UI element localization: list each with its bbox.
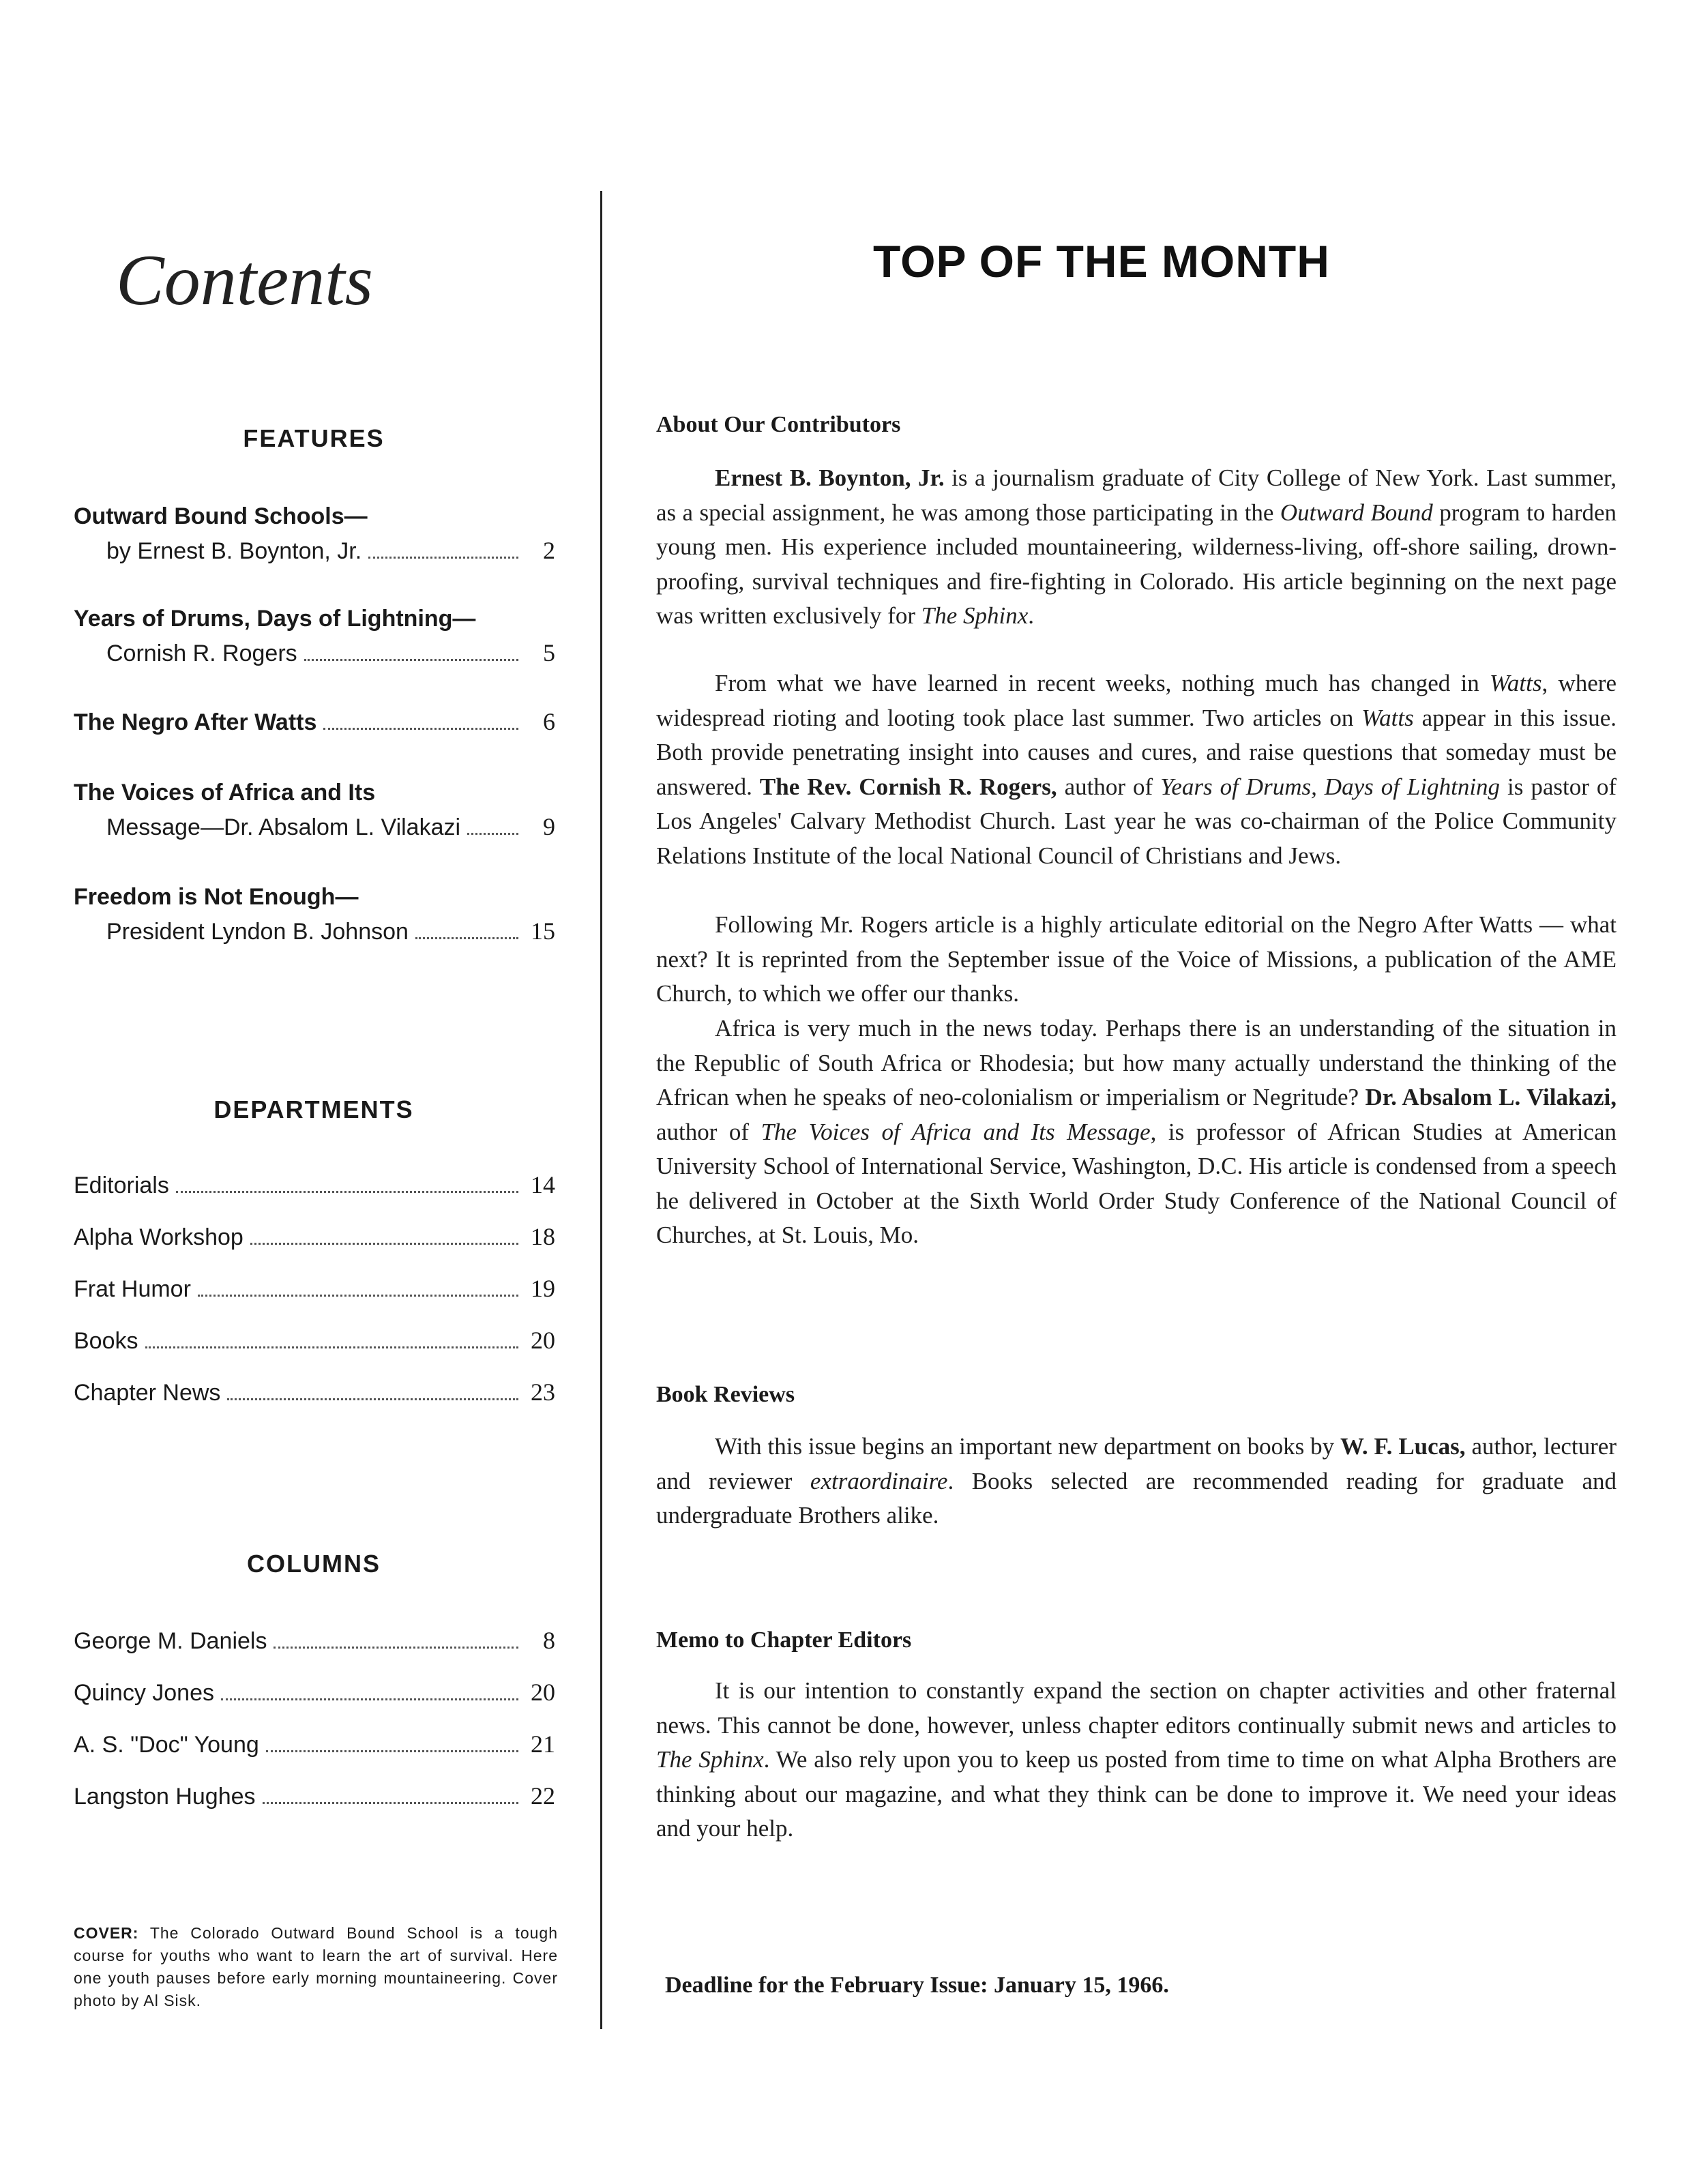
toc-entry-byline: Message—Dr. Absalom L. Vilakazi (106, 814, 461, 840)
contributor-paragraph: From what we have learned in recent weeks, nothing much has changed in Watts, where widespread rioting and looting took place last summer. Two articles on Watts appear in this issue. Both provide penetrating insight into causes and cures, and raise questions that someday must be answered. The Rev. Cornish R. Rogers, author of Years of Drums, Days of Lightning is pastor of Los Angeles' Calvary Methodist Church. Last year he was co-chairman of the Police Community Relations Institute of the local National Council of Christians and Jews. (656, 670, 1617, 869)
toc-entry-title: Years of Drums, Days of Lightning— (74, 606, 476, 632)
toc-department[interactable] (74, 1375, 555, 1410)
toc-page-number: 21 (531, 1730, 555, 1758)
toc-page-number: 15 (531, 917, 555, 945)
toc-entry-label: Alpha Workshop (74, 1224, 244, 1250)
toc-page-number: 23 (531, 1378, 555, 1406)
column-divider (600, 191, 602, 2029)
book-reviews-heading: Book Reviews (656, 1382, 795, 1407)
contributors-heading: About Our Contributors (656, 412, 901, 437)
toc-entry-byline: President Lyndon B. Johnson (106, 919, 409, 945)
toc-entry[interactable] (74, 499, 555, 568)
deadline-notice: Deadline for the February Issue: January 15, 1966. (665, 1973, 1169, 1998)
cover-text: The Colorado Outward Bound School is a tough course for youths who want to learn the art of survival. Here one youth pauses before early morning mountaineering. Cover photo by Al Sisk. (74, 1924, 558, 2009)
departments-heading: DEPARTMENTS (213, 1095, 414, 1123)
toc-entry-title: Freedom is Not Enough— (74, 884, 359, 910)
toc-column[interactable] (74, 1779, 555, 1814)
toc-page-number: 18 (531, 1223, 555, 1250)
toc-page-number: 2 (543, 537, 555, 564)
toc-entry-label: Frat Humor (74, 1276, 191, 1302)
toc-entry-label: Chapter News (74, 1380, 221, 1406)
toc-entry-byline: Cornish R. Rogers (106, 640, 297, 666)
toc-column[interactable] (74, 1727, 555, 1762)
toc-department[interactable] (74, 1271, 555, 1306)
toc-page-number: 5 (543, 639, 555, 666)
toc-department[interactable] (74, 1323, 555, 1358)
toc-entry[interactable] (74, 880, 555, 949)
toc-entry-title: The Voices of Africa and Its (74, 780, 376, 806)
toc-page-number: 20 (531, 1679, 555, 1706)
cover-caption (74, 1922, 558, 2012)
toc-entry-label: A. S. "Doc" Young (74, 1732, 259, 1758)
columns-heading: COLUMNS (247, 1550, 381, 1578)
toc-entry-title: The Negro After Watts (74, 709, 317, 735)
cover-label: COVER: (74, 1924, 139, 1942)
toc-page-number: 9 (543, 813, 555, 840)
toc-page-number: 14 (531, 1171, 555, 1198)
toc-department[interactable] (74, 1220, 555, 1254)
toc-entry-label: Editorials (74, 1172, 169, 1198)
toc-page-number: 6 (543, 708, 555, 735)
toc-entry-label: Quincy Jones (74, 1680, 214, 1706)
top-of-month-title: TOP OF THE MONTH (873, 236, 1330, 286)
toc-entry-byline: by Ernest B. Boynton, Jr. (106, 538, 362, 564)
toc-column[interactable] (74, 1675, 555, 1710)
toc-entry-label: Books (74, 1328, 138, 1354)
toc-department[interactable] (74, 1168, 555, 1202)
features-heading: FEATURES (243, 424, 385, 452)
contributor-paragraph: Ernest B. Boynton, Jr. is a journalism graduate of City College of New York. Last summer, as a special assignment, he was among those participating in the Outward Bound program to harden young men. His experience included mountaineering, wilderness-living, off-shore sailing, drown-proofing, survival techniques and fire-fighting in Colorado. His article beginning on the next page was written exclusively for The Sphinx. (656, 464, 1617, 629)
contributor-paragraph: Africa is very much in the news today. Perhaps there is an understanding of the situation in the Republic of South Africa or Rhodesia; but how many actually understand the thinking of the African when he speaks of neo-colonialism or imperialism or Negritude? Dr. Absalom L. Vilakazi, author of The Voices of Africa and Its Message, is professor of African Studies at American University School of International Service, Washington, D.C. His article is condensed from a speech he delivered in October at the Sixth World Order Study Conference of the National Council of Churches, at St. Louis, Mo. (656, 1015, 1617, 1248)
book-reviews-paragraph: With this issue begins an important new department on books by W. F. Lucas, author, lecturer and reviewer extraordinaire. Books selected are recommended reading for graduate and undergraduate Brothers alike. (656, 1433, 1617, 1529)
toc-entry-label: George M. Daniels (74, 1628, 267, 1654)
contents-title: Contents (116, 240, 373, 320)
toc-page-number: 22 (531, 1782, 555, 1810)
toc-entry[interactable] (74, 776, 555, 844)
toc-entry-label: Langston Hughes (74, 1784, 256, 1810)
toc-page-number: 20 (531, 1327, 555, 1354)
toc-page-number: 8 (543, 1627, 555, 1654)
memo-heading: Memo to Chapter Editors (656, 1627, 912, 1653)
toc-entry[interactable] (74, 602, 555, 670)
toc-entry[interactable] (74, 705, 555, 739)
toc-entry-title: Outward Bound Schools— (74, 503, 368, 529)
contributor-paragraph: Following Mr. Rogers article is a highly articulate editorial on the Negro After Watts — what next? It is reprinted from the September issue of the Voice of Missions, a publication of the AME Church, to which we offer our thanks. (656, 911, 1617, 1007)
toc-column[interactable] (74, 1623, 555, 1658)
memo-paragraph: It is our intention to constantly expand the section on chapter activities and other fraternal news. This cannot be done, however, unless chapter editors continually submit news and articles to The Sphinx. We also rely upon you to keep us posted from time to time on what Alpha Brothers are thinking about our magazine, and what they think can be done to improve it. We need your ideas and your help. (656, 1677, 1617, 1842)
toc-page-number: 19 (531, 1275, 555, 1302)
